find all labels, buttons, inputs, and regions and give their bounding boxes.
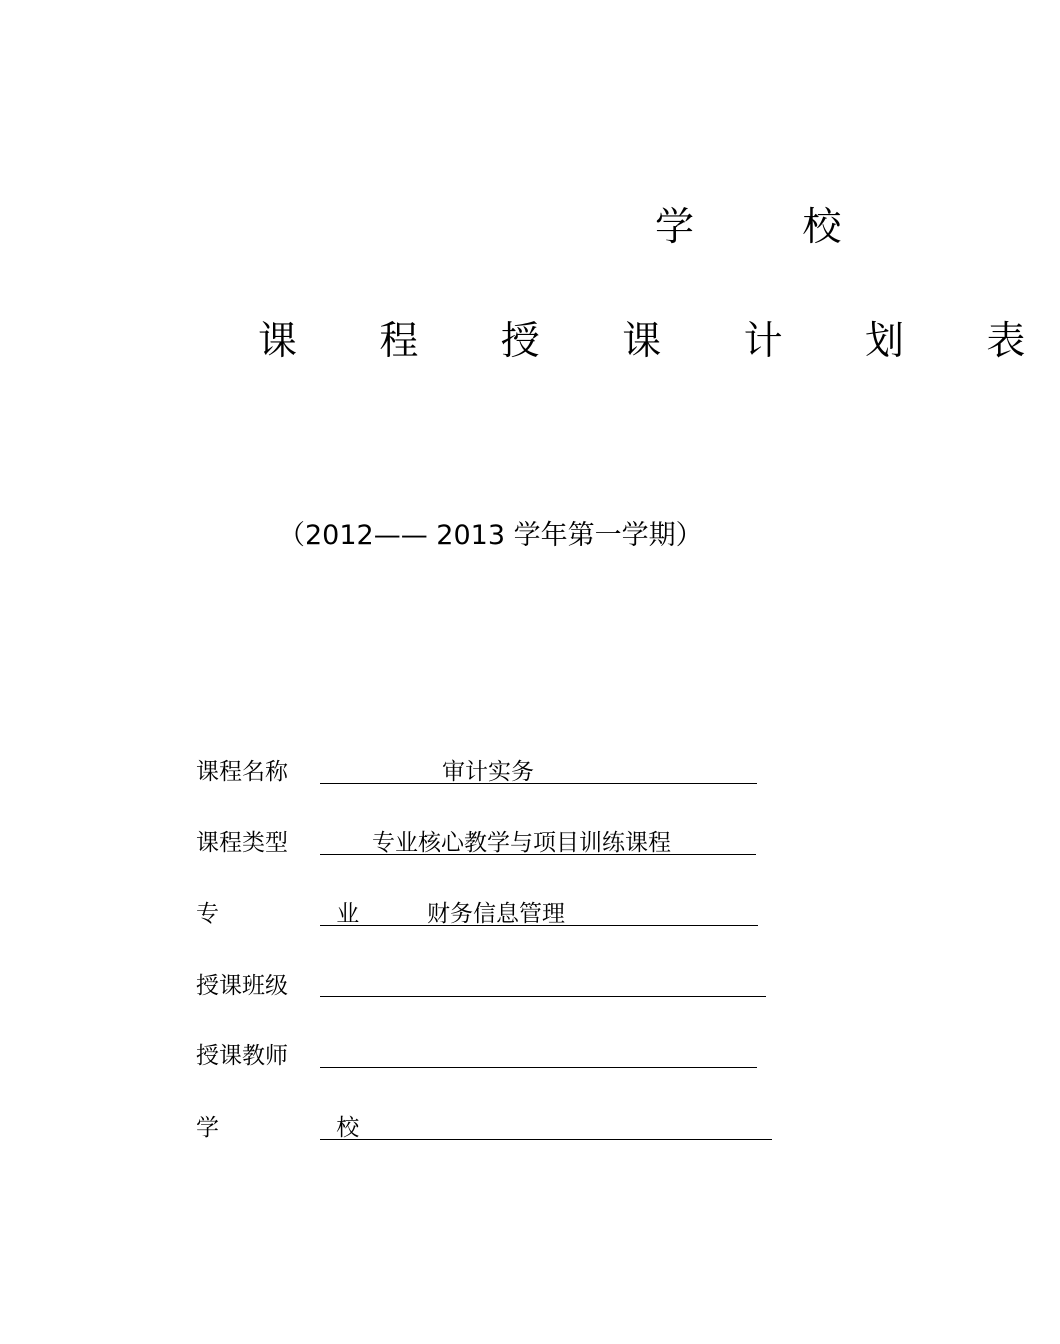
academic-term: （2012—— 2013 学年第一学期） <box>278 520 703 551</box>
course-name-label: 课程名称 <box>196 759 288 785</box>
school-heading: 学 校 <box>655 205 890 250</box>
school-label: 学 校 <box>196 1115 415 1141</box>
teacher-underline <box>320 1067 757 1068</box>
course-type-label: 课程类型 <box>196 830 288 856</box>
course-name-underline <box>320 783 757 784</box>
major-label: 专 业 <box>196 901 415 927</box>
class-underline <box>320 996 766 997</box>
major-value: 财务信息管理 <box>427 901 565 927</box>
course-type-value: 专业核心教学与项目训练课程 <box>372 830 671 856</box>
major-underline <box>320 925 758 926</box>
course-name-value: 审计实务 <box>442 759 534 785</box>
school-underline <box>320 1139 772 1140</box>
document-title: 课 程 授 课 计 划 表 <box>258 319 1060 364</box>
teacher-label: 授课教师 <box>196 1043 288 1069</box>
class-label: 授课班级 <box>196 973 288 999</box>
course-type-underline <box>320 854 756 855</box>
